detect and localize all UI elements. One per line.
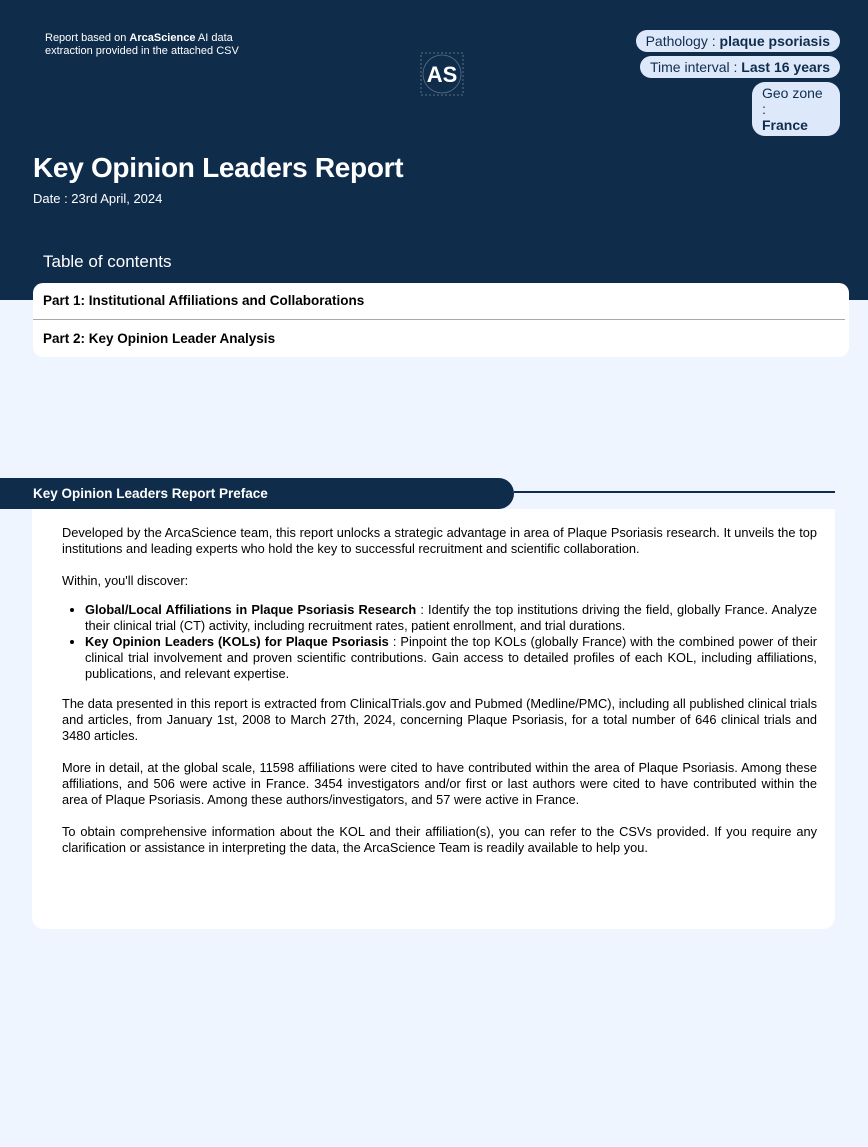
logo-text: AS: [426, 62, 458, 87]
source-note-prefix: Report based on: [45, 32, 130, 44]
pathology-badge: [636, 30, 840, 52]
table-of-contents: [33, 283, 849, 357]
list-item: [85, 634, 817, 682]
preface-closing: To obtain comprehensive information about the KOL and their affiliation(s), you can refer to the CSVs provided. If you require any clarification or assistance in interpreting the data, the ArcaScience Team is readily available to help you.: [62, 824, 817, 855]
toc-item-part-2[interactable]: Part 2: Key Opinion Leader Analysis: [43, 331, 276, 346]
toc-divider: [33, 319, 845, 320]
time-interval-label: Time interval :: [649, 59, 742, 75]
arcascience-logo-icon: [420, 52, 464, 96]
pathology-label: Pathology :: [645, 33, 720, 49]
preface-within: Within, you'll discover:: [62, 573, 189, 588]
preface-title: Key Opinion Leaders Report Preface: [33, 486, 268, 501]
preface-body: [62, 525, 817, 872]
source-note: [45, 32, 265, 58]
toc-heading: Table of contents: [43, 252, 172, 271]
time-interval-badge: [640, 56, 840, 78]
report-header: [0, 0, 868, 300]
preface-details: More in detail, at the global scale, 11598 affiliations were cited to have contributed within the area of Plaque Psoriasis. Among these affiliations, and 506 were active in France. 3454 investigators and/or first or last authors were cited to have contributed within the area of Plaque Psoriasis. Among these authors/investigators, and 57 were active in France.: [62, 760, 817, 807]
source-note-suffix: AI data extraction provided in the attached CSV: [45, 32, 239, 57]
bullet-text: : Pinpoint the top KOLs (globally France) with the combined power of their clinical trial involvement and proven scientific contributions. Gain access to detailed profiles of each KOL, including affiliations, publications, and relevant expertise.: [85, 634, 817, 681]
geo-zone-label: Geo zone :: [762, 85, 823, 117]
preface-bullet-list: [62, 602, 817, 682]
bullet-heading: Key Opinion Leaders (KOLs) for Plaque Psoriasis: [85, 634, 389, 649]
preface-intro: Developed by the ArcaScience team, this report unlocks a strategic advantage in area of Plaque Psoriasis research. It unveils the top institutions and leading experts who hold the key to successful recruitment and scientific collaboration.: [62, 525, 817, 556]
list-item: [85, 602, 817, 634]
preface-header-rule: [514, 491, 835, 493]
preface-data-source: The data presented in this report is extracted from ClinicalTrials.gov and Pubmed (Medline/PMC), including all published clinical trials and articles, from January 1st, 2008 to March 27th, 2024, concerning Plaque Psoriasis, for a total number of 646 clinical trials and 3480 articles.: [62, 696, 817, 743]
report-date: Date : 23rd April, 2024: [33, 191, 163, 206]
bullet-text: : Identify the top institutions driving the field, globally France. Analyze their clinical trial (CT) activity, including recruitment rates, patient enrollment, and trial durations.: [85, 602, 817, 633]
source-note-brand: ArcaScience: [129, 32, 196, 44]
report-title: Key Opinion Leaders Report: [33, 152, 404, 183]
geo-zone-value: France: [762, 117, 808, 133]
bullet-heading: Global/Local Affiliations in Plaque Psoriasis Research: [85, 602, 417, 617]
pathology-value: plaque psoriasis: [719, 33, 830, 49]
preface-card: [32, 509, 835, 929]
toc-item-part-1[interactable]: Part 1: Institutional Affiliations and Collaborations: [43, 293, 365, 308]
time-interval-value: Last 16 years: [741, 59, 830, 75]
preface-header-tab: [0, 478, 514, 509]
geo-zone-badge: [752, 82, 840, 136]
